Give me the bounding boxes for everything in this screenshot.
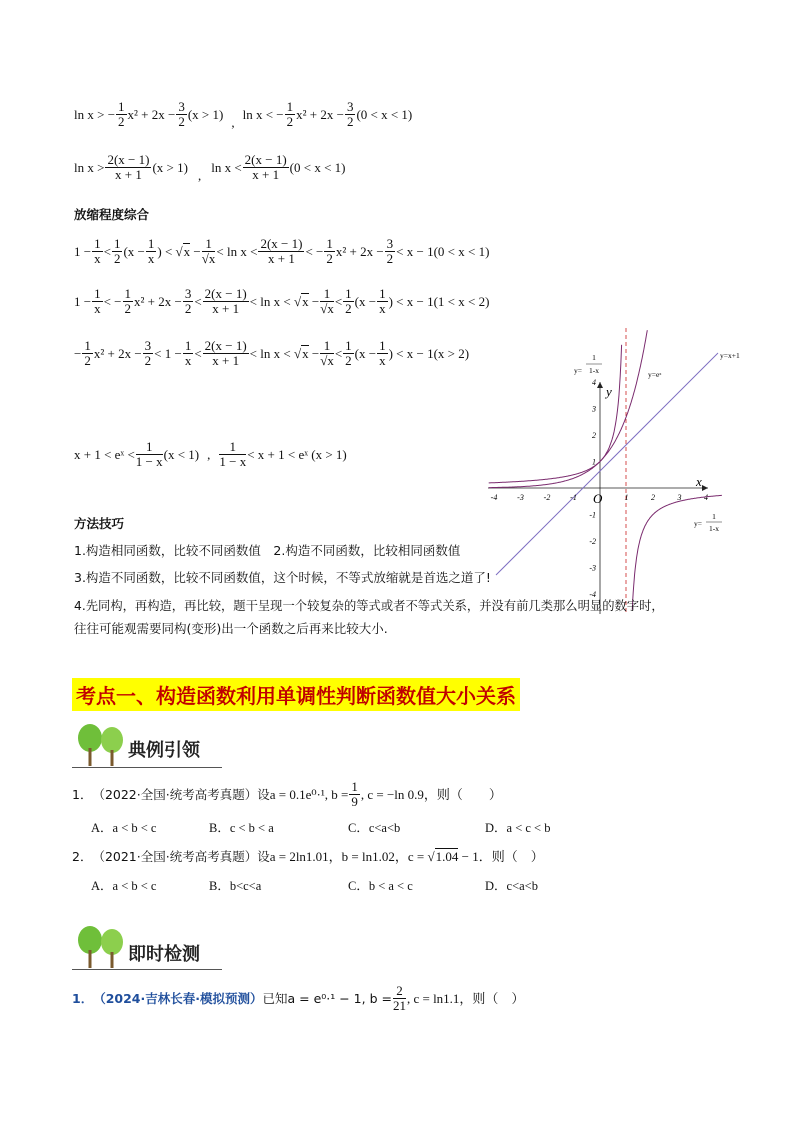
inequality-chain-2: 1 − $\frac{1}{x}$ < − $\frac{1}{2}$ x² + 2x − $\frac{3}{2}$ < $\frac{2(x - 1)}{x + 1}$ < ln x < √ x − $\frac{1}{√x}$ < $\frac{1}{2}$ (x − $\frac{1}{x}$ ) < x − 1(1 < x < 2) (74, 286, 490, 316)
text: (0 < x < 1) (289, 159, 346, 175)
question-1: 1． （2022·全国·统考高考真题）设 a = 0.1e⁰·¹, b = $\frac{1}{9}$ , c = −ln 0.9，则（ ） (72, 779, 502, 809)
y-tick-label: -2 (589, 537, 596, 546)
x-tick-label: -2 (543, 493, 551, 502)
fraction: $\frac{2(x - 1)}{x + 1}$ (244, 152, 287, 182)
heading-scaling: 放缩程度综合 (74, 207, 150, 222)
curve-exp (489, 330, 648, 487)
axis-x-label: x (696, 474, 702, 489)
fraction: $\frac{1}{2}$ (286, 99, 294, 129)
question-2: 2． （2021·全国·统考高考真题）设 a = 2ln1.01，b = ln1.02，c = √ 1.04 − 1．则（ ） (72, 848, 544, 864)
text: x² + 2x − (296, 106, 344, 122)
section-banner: 考点一、构造函数利用单调性判断函数值大小关系 (72, 678, 520, 711)
inequality-line-2 (74, 153, 345, 182)
origin-label: O (593, 491, 603, 506)
x-tick-label: -1 (570, 493, 577, 502)
exponential-inequality: x + 1 < eˣ < $\frac{1}{1 - x}$ (x < 1) , $\frac{1}{1 - x}$ < x + 1 < eˣ (x > 1) (74, 439, 347, 469)
curve-inverse-left (489, 345, 622, 483)
y-tick-label: -3 (589, 563, 596, 573)
label-inv-top: y= (574, 366, 582, 375)
text: x² + 2x − (127, 106, 176, 122)
text: ln x > − (74, 106, 116, 122)
text: ln x < − (242, 106, 284, 122)
q2-option-c[interactable]: C．b < a < c (348, 879, 413, 893)
label-inv-top-den: 1-x (589, 366, 599, 375)
q1-option-d[interactable]: D．a < c < b (485, 821, 551, 835)
x-tick-label: 4 (704, 493, 708, 502)
curve-inverse-right (632, 495, 722, 609)
q2-option-d[interactable]: D．c<a<b (485, 879, 538, 893)
underline (72, 767, 222, 768)
x-tick-label: -4 (490, 493, 498, 502)
method-item-3: 3.构造不同函数，比较不同函数值，这个时候，不等式放缩就是首选之道了! (74, 570, 491, 585)
methods-title: 方法技巧 (74, 516, 125, 531)
tree-icon (72, 924, 132, 970)
y-axis-arrow (597, 382, 603, 388)
text: (x > 1) (152, 159, 188, 175)
inequality-chain-1: 1 − $\frac{1}{x}$ < $\frac{1}{2}$ (x − $\frac{1}{x}$ ) < √ x − $\frac{1}{√x}$ < ln x < $\frac{2(x - 1)}{x + 1}$ < − $\frac{1}{2}$ x² + 2x − $\frac{3}{2}$ < x − 1(0 < x < 1) (74, 236, 490, 266)
inequality-chain-3: − $\frac{1}{2}$ x² + 2x − $\frac{3}{2}$ < 1 − $\frac{1}{x}$ < $\frac{2(x - 1)}{x + 1}$ < ln x < √ x − $\frac{1}{√x}$ < $\frac{1}{2}$ (x − $\frac{1}{x}$ ) < x − 1(x > 2) (74, 338, 470, 368)
axis-y-label: y (606, 384, 612, 399)
tree-icon (72, 722, 132, 768)
label-inv-bot: y= (694, 519, 702, 528)
inequality-line-1 (74, 100, 412, 129)
y-tick-label: -4 (589, 590, 596, 599)
fraction: $\frac{3}{2}$ (178, 99, 185, 129)
y-tick-label: 2 (592, 431, 596, 440)
fraction: $\frac{3}{2}$ (346, 99, 354, 129)
method-item-4a: 4.先同构，再构造，再比较，题干呈现一个较复杂的等式或者不等式关系，并没有前几类那么明显的数字时， (74, 599, 664, 613)
label-inv-top-num: 1 (592, 353, 596, 362)
q1-option-a[interactable]: A．a < b < c (91, 821, 157, 835)
x-tick-label: 3 (677, 493, 682, 502)
method-item-4b: 往往可能观需要同构(变形)出一个函数之后再来比较大小. (74, 621, 388, 636)
function-graph (486, 326, 740, 616)
q2-option-a[interactable]: A．a < b < c (91, 879, 157, 893)
fraction: $\frac{2(x - 1)}{x + 1}$ (107, 152, 150, 182)
q2-option-b[interactable]: B．b<c<a (209, 879, 262, 893)
separator: , (231, 114, 235, 130)
method-item-1-2: 1.构造相同函数，比较不同函数值 2.构造不同函数，比较相同函数值 (74, 543, 461, 558)
y-tick-label: 3 (592, 404, 596, 414)
y-tick-label: -1 (589, 510, 596, 520)
x-tick-label: 1 (624, 493, 629, 502)
q1-option-c[interactable]: C．c<a<b (348, 821, 401, 835)
label-exp: y=eˣ (648, 370, 662, 379)
typical-examples-header (72, 722, 262, 770)
x-tick-label: -3 (517, 493, 524, 502)
immediate-check-header (72, 924, 262, 972)
x-axis-arrow (702, 485, 708, 491)
text: ln x < (211, 159, 242, 175)
text: ln x > (74, 159, 105, 175)
y-tick-label: 1 (592, 457, 596, 467)
underline (72, 969, 222, 970)
text: (0 < x < 1) (356, 106, 413, 122)
label-inv-bot-den: 1-x (709, 524, 719, 533)
label-inv-bot-num: 1 (712, 512, 716, 521)
separator: , (197, 167, 202, 183)
fraction: $\frac{1}{2}$ (118, 99, 125, 129)
typical-title: 典例引领 (128, 740, 200, 761)
label-line: y=x+1 (720, 351, 740, 360)
text: (x > 1) (187, 106, 224, 122)
question-3: 1． （2024·吉林长春·模拟预测） 已知a = e⁰·¹ − 1, b = $\frac{2}{21}$ , c = ln1.1，则（ ） (72, 983, 525, 1013)
x-tick-label: 2 (651, 493, 655, 502)
q1-option-b[interactable]: B．c < b < a (209, 821, 274, 835)
immediate-title: 即时检测 (128, 944, 200, 965)
y-tick-label: 4 (592, 378, 596, 387)
